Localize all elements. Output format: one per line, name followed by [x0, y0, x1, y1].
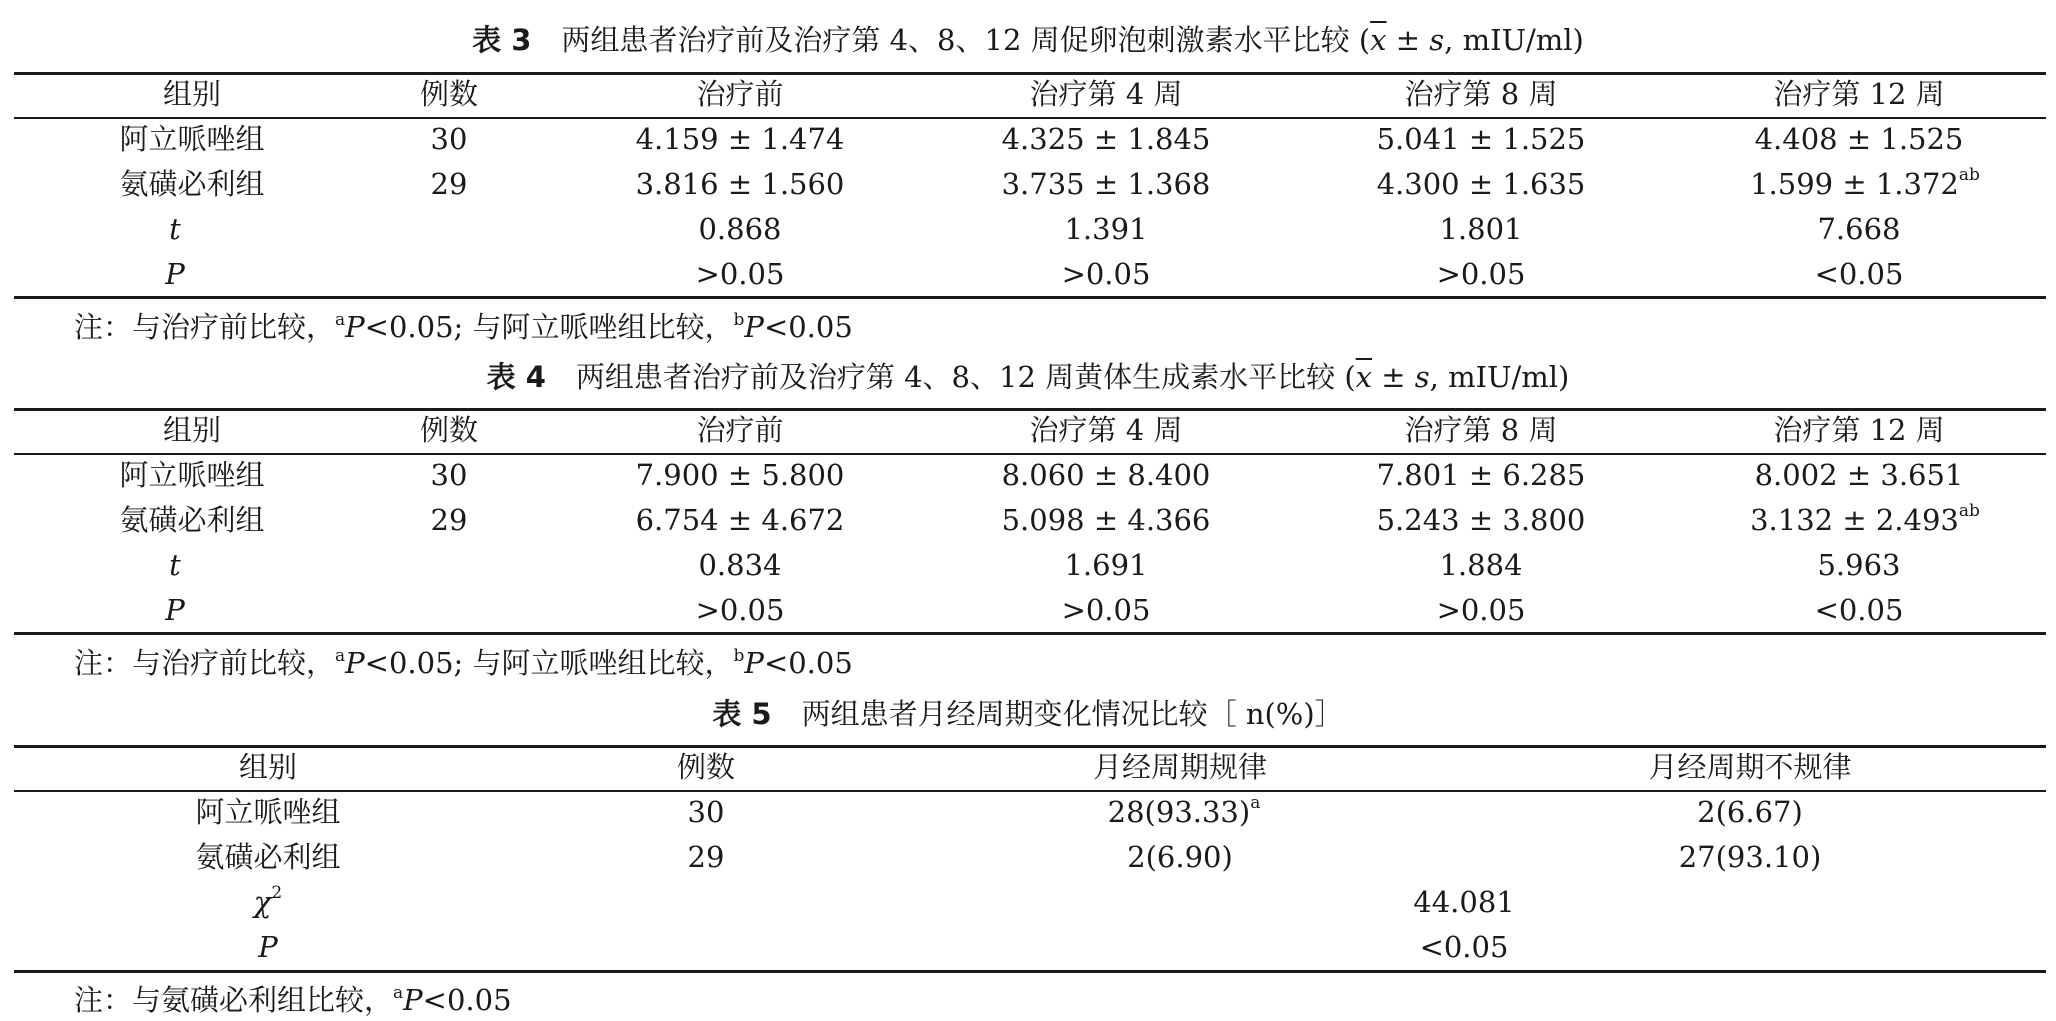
- sample-size: 30: [687, 795, 725, 829]
- value-wk12: 5.963: [1817, 548, 1901, 582]
- value-wk4: 8.060 ± 8.400: [1001, 458, 1211, 492]
- stat-label-t: t: [169, 212, 181, 246]
- table4-header-row: [0, 408, 2056, 453]
- table-row: [0, 207, 2056, 252]
- table-row: [0, 588, 2056, 633]
- table4-header-group: 组别: [162, 413, 222, 447]
- group-name: 氨磺必利组: [119, 503, 265, 537]
- table4-title: 两组患者治疗前及治疗第 4、8、12 周黄体生成素水平比较 (: [575, 360, 1356, 394]
- value-wk8: >0.05: [1436, 593, 1526, 627]
- table4-header-n: 例数: [419, 413, 479, 447]
- table-row: [0, 835, 2056, 880]
- group-name: 氨磺必利组: [119, 167, 265, 201]
- value-pre: 7.900 ± 5.800: [635, 458, 845, 492]
- value-pre: 4.159 ± 1.474: [635, 122, 845, 156]
- table3-pm: ±: [1386, 23, 1430, 57]
- table4-note: 注：与治疗前比较，$^a$P<0.05; 与阿立哌唑组比较，$^b$P<0.05: [74, 646, 853, 680]
- value-wk4: 1.691: [1064, 548, 1148, 582]
- table3-header-n: 例数: [419, 77, 479, 111]
- value-pre: 0.868: [698, 212, 782, 246]
- table5-note: 注：与氨磺必利组比较，$^a$P<0.05: [74, 983, 512, 1017]
- table3-header-row: [0, 72, 2056, 117]
- table3-number: 表 3: [472, 23, 532, 57]
- table4-caption: [0, 357, 2056, 397]
- table5-bottom-rule: [14, 970, 2046, 973]
- value-wk8: 1.884: [1439, 548, 1523, 582]
- value-pre: 0.834: [698, 548, 782, 582]
- table3-header-group: 组别: [162, 77, 222, 111]
- group-name: 阿立哌唑组: [195, 795, 341, 829]
- value-pre: 6.754 ± 4.672: [635, 503, 845, 537]
- group-name: 氨磺必利组: [195, 840, 341, 874]
- value-wk8: 4.300 ± 1.635: [1376, 167, 1586, 201]
- table-row: [0, 790, 2056, 835]
- value-regular: 2(6.90): [1127, 840, 1233, 874]
- table-row: [0, 162, 2056, 207]
- table3-bottom-rule: [14, 296, 2046, 299]
- table4-unit: , mIU/ml): [1429, 360, 1570, 394]
- group-name: 阿立哌唑组: [119, 458, 265, 492]
- sample-size: 29: [430, 167, 468, 201]
- table-row: [0, 453, 2056, 498]
- stat-label-p: P: [165, 593, 185, 627]
- table-row: [0, 498, 2056, 543]
- table4-pm: ±: [1372, 360, 1415, 394]
- stat-label-p: P: [165, 257, 185, 291]
- value-wk8: 5.041 ± 1.525: [1376, 122, 1586, 156]
- table3-header-pre: 治疗前: [696, 77, 784, 111]
- value-pre: 3.816 ± 1.560: [635, 167, 845, 201]
- value-irregular: 27(93.10): [1678, 840, 1822, 874]
- table-row: [0, 543, 2056, 588]
- table4-header-pre: 治疗前: [696, 413, 784, 447]
- value-wk8: 7.801 ± 6.285: [1376, 458, 1586, 492]
- sample-size: 29: [430, 503, 468, 537]
- value-wk8: 5.243 ± 3.800: [1376, 503, 1586, 537]
- significance-mark: ab: [1958, 165, 1980, 185]
- table4-bottom-rule: [14, 632, 2046, 635]
- value-wk4: 4.325 ± 1.845: [1001, 122, 1211, 156]
- table-row: [0, 925, 2056, 970]
- value-wk8: 1.801: [1439, 212, 1523, 246]
- value-pre: >0.05: [695, 257, 785, 291]
- table3-note: 注：与治疗前比较，$^a$P<0.05; 与阿立哌唑组比较，$^b$P<0.05: [74, 310, 853, 344]
- value-wk12: 1.599 ± 1.372$^{ab}$: [1750, 165, 1980, 201]
- value-wk12: <0.05: [1814, 257, 1904, 291]
- table3-header-wk8: 治疗第 8 周: [1404, 77, 1558, 111]
- table4-mean-symbol: $\overline{x}$: [1355, 360, 1373, 394]
- table4-header-wk4: 治疗第 4 周: [1029, 413, 1183, 447]
- sample-size: 30: [430, 458, 468, 492]
- table5-header-irregular: 月经周期不规律: [1648, 750, 1852, 784]
- group-name: 阿立哌唑组: [119, 122, 265, 156]
- table4-number: 表 4: [486, 360, 546, 394]
- table5-header-n: 例数: [676, 750, 736, 784]
- value-wk4: >0.05: [1061, 593, 1151, 627]
- value-regular: $28(93.33)^a$: [1107, 793, 1261, 829]
- table5-header-regular: 月经周期规律: [1092, 750, 1268, 784]
- table3-header-wk4: 治疗第 4 周: [1029, 77, 1183, 111]
- value-wk4: 5.098 ± 4.366: [1001, 503, 1211, 537]
- value-wk4: 1.391: [1064, 212, 1148, 246]
- value-pre: >0.05: [695, 593, 785, 627]
- value-wk4: >0.05: [1061, 257, 1151, 291]
- value-irregular: 2(6.67): [1697, 795, 1803, 829]
- table3-unit: , mIU/ml): [1444, 23, 1584, 57]
- significance-mark: ab: [1958, 501, 1980, 521]
- table4-s-symbol: s: [1414, 360, 1430, 394]
- sample-size: 30: [430, 122, 468, 156]
- chi-square-value: 44.081: [1413, 885, 1515, 919]
- sample-size: 29: [687, 840, 725, 874]
- value-wk4: 3.735 ± 1.368: [1001, 167, 1211, 201]
- value-wk12: 7.668: [1817, 212, 1901, 246]
- table3-s-symbol: s: [1429, 23, 1445, 57]
- table3-header-wk12: 治疗第 12 周: [1773, 77, 1945, 111]
- table-row: [0, 252, 2056, 297]
- stat-label-p: P: [258, 930, 278, 964]
- table4-header-wk8: 治疗第 8 周: [1404, 413, 1558, 447]
- value-wk12: <0.05: [1814, 593, 1904, 627]
- table3-title: 两组患者治疗前及治疗第 4、8、12 周促卵泡刺激素水平比较 (: [561, 23, 1371, 57]
- table5-caption: [0, 694, 2056, 734]
- table5-header-row: [0, 745, 2056, 790]
- value-wk8: >0.05: [1436, 257, 1526, 291]
- table5-number: 表 5: [712, 697, 772, 731]
- value-wk12: 4.408 ± 1.525: [1754, 122, 1964, 156]
- table-row: [0, 880, 2056, 925]
- table5-header-group: 组别: [238, 750, 298, 784]
- table4-header-wk12: 治疗第 12 周: [1773, 413, 1945, 447]
- table-row: [0, 117, 2056, 162]
- p-value: <0.05: [1419, 930, 1509, 964]
- table3-caption: [0, 20, 2056, 60]
- stat-label-chi2: $\chi^2$: [253, 883, 283, 919]
- stat-label-t: t: [169, 548, 181, 582]
- value-wk12: 8.002 ± 3.651: [1754, 458, 1964, 492]
- table3-mean-symbol: $\overline{x}$: [1370, 23, 1387, 57]
- significance-mark: a: [1250, 793, 1261, 813]
- table5-title: 两组患者月经周期变化情况比较［ n(%)］: [801, 697, 1344, 731]
- value-wk12: 3.132 ± 2.493$^{ab}$: [1750, 501, 1980, 537]
